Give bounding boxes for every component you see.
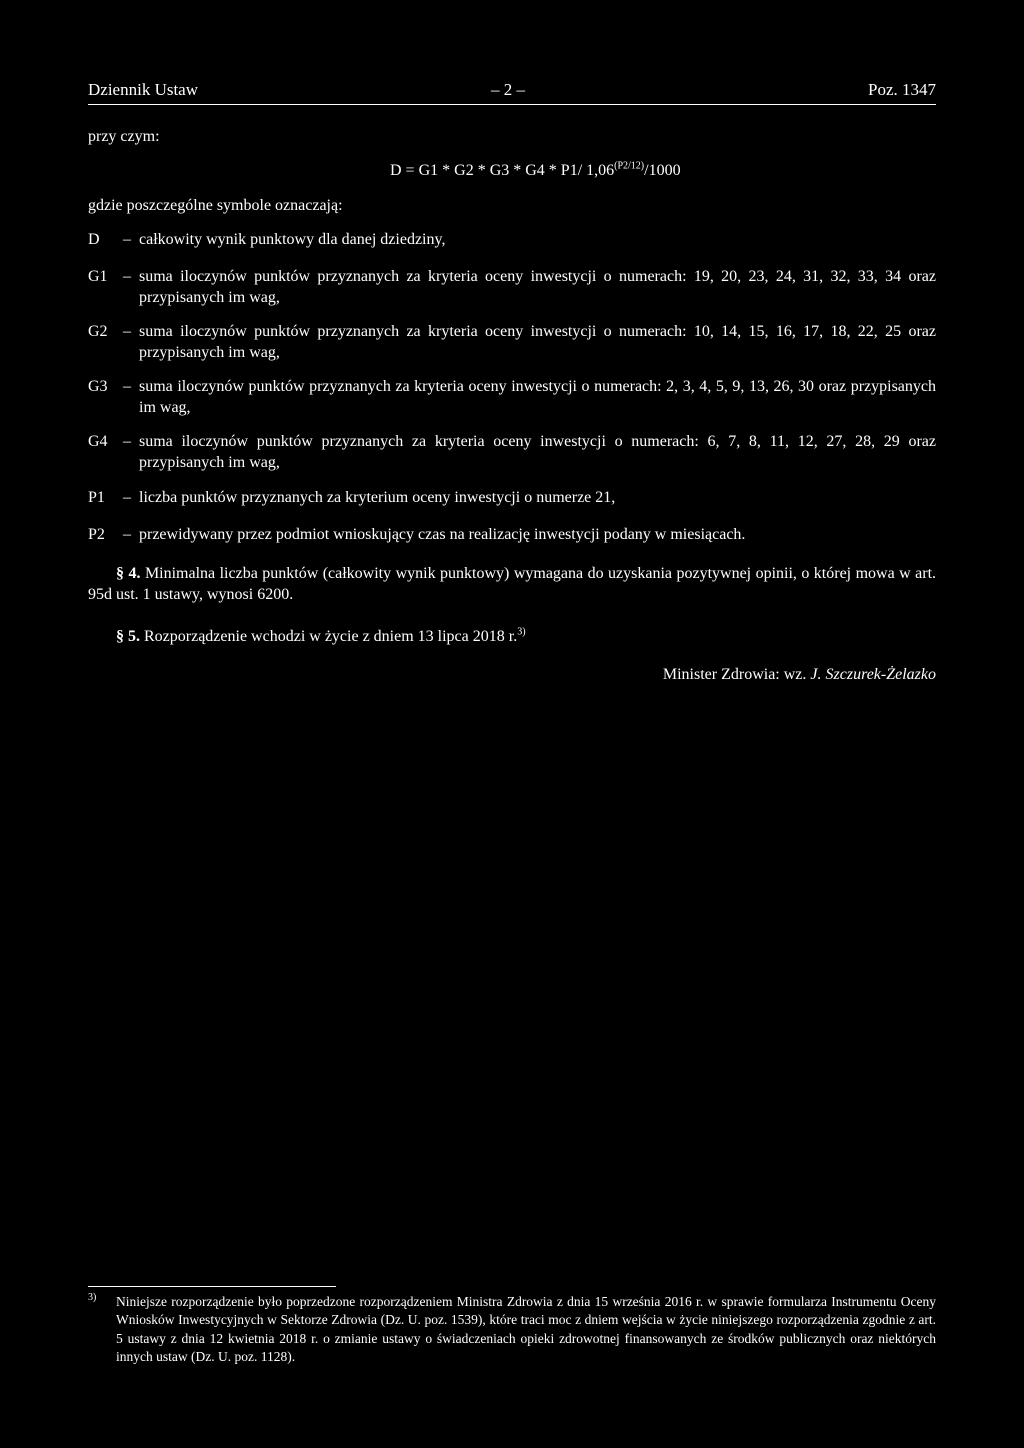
definition-text: suma iloczynów punktów przyznanych za kryteria oceny inwestycji o numerach: 6, 7, 8, 11, 12, 27, 28, 29 oraz przypisanych im wag, xyxy=(139,433,936,471)
definition-dash: – xyxy=(123,378,131,395)
formula-tail: /1000 xyxy=(644,162,681,179)
definition-text: całkowity wynik punktowy dla danej dziedziny, xyxy=(139,231,446,248)
definition-symbol: G3 xyxy=(88,378,108,395)
signature-name: J. Szczurek-Żelazko xyxy=(810,666,936,683)
position-number: Poz. 1347 xyxy=(868,80,936,99)
page-header xyxy=(88,80,936,105)
section-5-label: § 5. xyxy=(116,628,140,645)
definition-dash: – xyxy=(123,268,131,285)
definition-symbol: G1 xyxy=(88,268,108,285)
definition-text: suma iloczynów punktów przyznanych za kryteria oceny inwestycji o numerach: 10, 14, 15, 16, 17, 18, 22, 25 oraz przypisanych im wag, xyxy=(139,323,936,361)
section-5-text: Rozporządzenie wchodzi w życie z dniem 13 lipca 2018 r. xyxy=(144,628,518,645)
section-4 xyxy=(88,563,936,605)
section-4-label: § 4. xyxy=(116,565,141,582)
definition-text: liczba punktów przyznanych za kryterium oceny inwestycji o numerze 21, xyxy=(139,489,616,506)
definition-dash: – xyxy=(123,489,131,506)
formula xyxy=(390,160,681,181)
signature-prefix: Minister Zdrowia: wz. xyxy=(662,666,807,683)
definition-text: przewidywany przez podmiot wnioskujący czas na realizację inwestycji podany w miesiącach. xyxy=(139,526,746,543)
formula-main: D = G1 * G2 * G3 * G4 * P1/ 1,06 xyxy=(390,162,615,179)
definition-dash: – xyxy=(123,526,131,543)
definition-text: suma iloczynów punktów przyznanych za kryteria oceny inwestycji o numerach: 19, 20, 23, 24, 31, 32, 33, 34 oraz przypisanych im wag, xyxy=(139,268,936,306)
definition-symbol: G2 xyxy=(88,323,108,340)
definition-symbol: G4 xyxy=(88,433,108,450)
footnote-reference: 3) xyxy=(517,626,526,638)
footnote-divider xyxy=(88,1286,336,1287)
document-page xyxy=(88,0,936,1448)
definition-dash: – xyxy=(123,433,131,450)
definition-symbol: P2 xyxy=(88,526,105,543)
signature xyxy=(663,666,936,684)
formula-exponent: (P2/12) xyxy=(614,160,645,172)
definition-text: suma iloczynów punktów przyznanych za kryteria oceny inwestycji o numerach: 2, 3, 4, 5, 9, 13, 26, 30 oraz przypisanych im wag, xyxy=(139,378,936,416)
journal-name: Dziennik Ustaw xyxy=(88,80,199,99)
footnote-mark: 3) xyxy=(88,1292,97,1303)
footnote-text: Niniejsze rozporządzenie było poprzedzone rozporządzeniem Ministra Zdrowia z dnia 15 września 2016 r. w sprawie formularza Instrumentu Oceny Wniosków Inwestycyjnych w Sektorze Zdrowia (Dz. U. poz. 1539), które traci moc z dniem wejścia w życie niniejszego rozporządzenia zgodnie z art. 5 ustawy z dnia 12 kwietnia 2018 r. o zmianie ustawy o świadczeniach opieki zdrowotnej finansowanych ze środków publicznych oraz niektórych innych ustaw (Dz. U. poz. 1128). xyxy=(116,1294,936,1365)
definition-dash: – xyxy=(123,231,131,248)
intro-text: przy czym: xyxy=(88,128,160,145)
symbols-intro: gdzie poszczególne symbole oznaczają: xyxy=(88,197,343,214)
definition-symbol: D xyxy=(88,231,100,248)
definition-dash: – xyxy=(123,323,131,340)
section-5 xyxy=(88,626,936,647)
definition-symbol: P1 xyxy=(88,489,105,506)
section-4-text: Minimalna liczba punktów (całkowity wynik punktowy) wymagana do uzyskania pozytywnej opinii, o której mowa w art. 95d ust. 1 ustawy, wynosi 6200. xyxy=(88,565,937,603)
page-number: – 2 – xyxy=(491,80,525,99)
